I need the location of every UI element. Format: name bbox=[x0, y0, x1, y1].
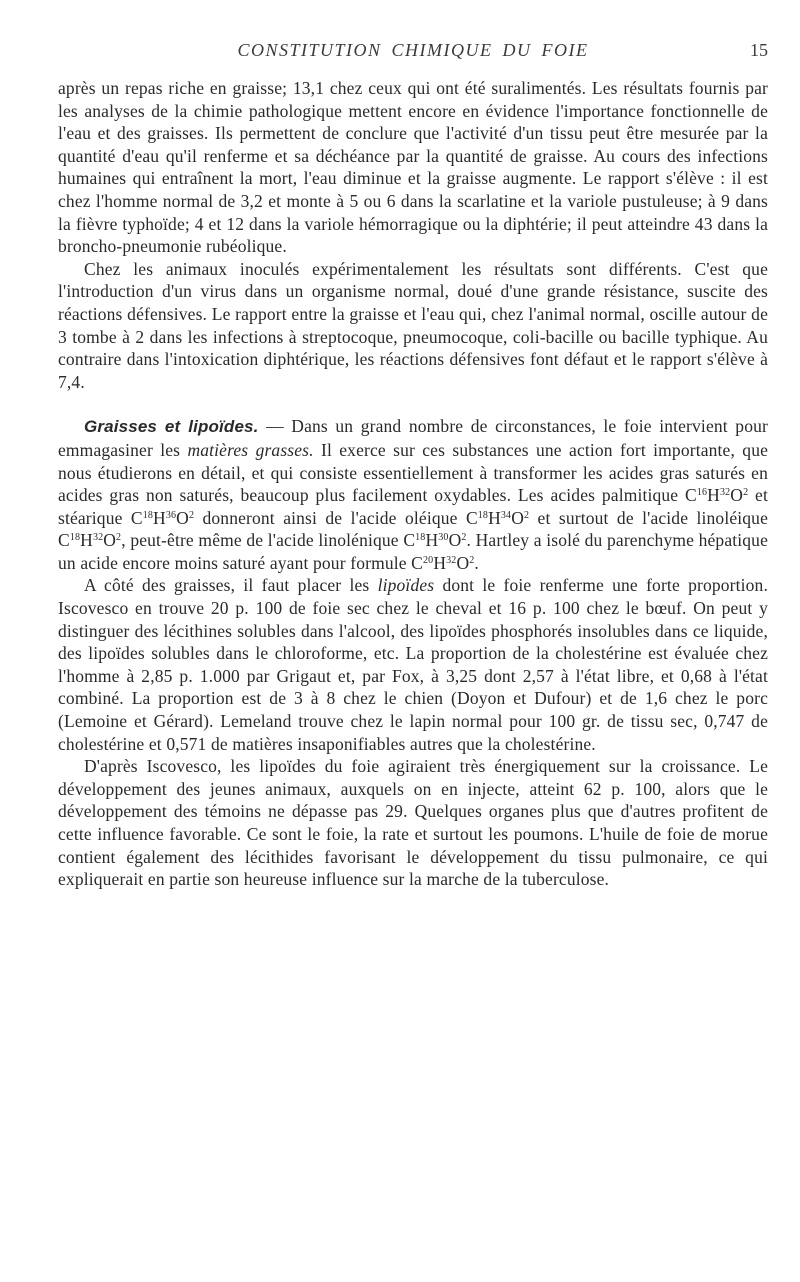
subscript-number: 18 bbox=[142, 509, 154, 521]
text-span: O bbox=[730, 485, 744, 506]
text-span: donneront ainsi de l'acide oléique C bbox=[194, 507, 478, 528]
subscript-number: 2 bbox=[523, 509, 530, 521]
text-span: et stéarique C bbox=[58, 485, 768, 528]
emphasis: matières grasses. bbox=[187, 439, 314, 460]
subscript-number: 32 bbox=[719, 487, 731, 499]
text-span: A côté des graisses, il faut placer les bbox=[84, 575, 378, 596]
paragraph-3 bbox=[58, 415, 768, 574]
paragraph-4 bbox=[58, 574, 768, 755]
text-span: dont le foie renferme une forte proportion. Iscovesco en trouve 20 p. 100 de foie sec chez le cheval et 16 p. 100 chez le bœuf. On peut y distinguer des lécithines solubles dans l'alcool, des lipoïdes phosphorés insolubles dans ce liquide, des lipoïdes solubles dans le chloroforme, etc. La proportion de la cholestérine est évaluée chez l'homme à 2,85 p. 1.000 par Grigaut et, par Fox, à 3,25 dont 2,57 à l'état libre, et 0,68 à l'état combiné. La proportion est de 3 à 8 chez le chien (Doyon et Dufour) et de 1,6 chez le porc (Lemoine et Gérard). Lemeland trouve chez le lapin normal pour 100 gr. de tissu sec, 0,747 de cholestérine et 0,571 de matières insaponifiables autres que la cholestérine. bbox=[58, 575, 768, 754]
text-span: H bbox=[433, 552, 447, 573]
emphasis: lipoïdes bbox=[377, 575, 435, 596]
text-span: H bbox=[488, 507, 501, 528]
text-span: H bbox=[707, 485, 720, 506]
running-header bbox=[58, 40, 768, 70]
subscript-number: 2 bbox=[461, 532, 467, 544]
text-span: O bbox=[456, 552, 470, 573]
body-text bbox=[58, 77, 768, 891]
subscript-number: 32 bbox=[92, 532, 104, 544]
paragraph-1: après un repas riche en graisse; 13,1 chez ceux qui ont été suralimentés. Les résultats fournis par les analyses de la chimie pathologique mettent encore en évidence l'importance fonctionnelle de l'eau et des graisses. Ils permettent de conclure que l'activité d'un tissu peut être mesurée par la quantité d'eau qu'il renferme et sa déchéance par la quantité de graisse. Au cours des infections humaines qui entraînent la mort, l'eau diminue et la graisse augmente. Le rapport s'élève : il est chez l'homme normal de 3,2 et monte à 5 ou 6 dans la scarlatine et la variole pustuleuse; à 9 dans la fièvre typhoïde; 4 et 12 dans la variole hémorragique ou la diphtérie; il peut atteindre 43 dans la broncho-pneumonie rubéolique. bbox=[58, 78, 768, 257]
text-span: Il exerce sur ces substances une action fort importante, que nous étudierons en détail, et qui consiste essentiellement à transformer les acides gras saturés en acides gras non saturés, beaucoup plus facilement oxydables. Les acides palmitique C bbox=[58, 439, 769, 506]
text-span: H bbox=[80, 530, 93, 551]
subscript-number: 34 bbox=[500, 509, 512, 521]
subscript-number: 16 bbox=[696, 487, 708, 499]
text-span: O bbox=[448, 530, 462, 551]
text-span: et surtout de l'acide linoléique C bbox=[58, 507, 768, 551]
text-span: O bbox=[511, 507, 524, 528]
text-span: O bbox=[176, 507, 189, 528]
subscript-number: 18 bbox=[415, 532, 426, 544]
text-span: H bbox=[153, 507, 166, 528]
subscript-number: 2 bbox=[116, 532, 122, 544]
subscript-number: 2 bbox=[469, 554, 475, 566]
paragraph-5: D'après Iscovesco, les lipoïdes du foie agiraient très énergiquement sur la croissance. Le développement des jeunes animaux, auxquels on en injecte, atteint 62 p. 100, alors que le développement des témoins ne dépasse pas 29. Quelques organes plus que d'autres profitent de cette influence favorable. Ce sont le foie, la rate et surtout les poumons. L'huile de foie de morue contient également des lécithides favorisant le développement du tissu pulmonaire, ce qui expliquerait en partie son heureuse influence sur la marche de la tuberculose. bbox=[58, 756, 768, 890]
subscript-number: 18 bbox=[477, 509, 489, 521]
text-span: H bbox=[425, 530, 439, 551]
subscript-number: 2 bbox=[743, 487, 749, 499]
subscript-number: 18 bbox=[69, 532, 81, 544]
text-span: . Hartley a isolé du parenchyme hépatique un acide encore moins saturé ayant pour formule C bbox=[58, 530, 768, 573]
page-number: 15 bbox=[750, 40, 768, 60]
text-span: O bbox=[103, 530, 117, 551]
section-heading: Graisses et lipoïdes. bbox=[84, 417, 259, 437]
paragraph-2: Chez les animaux inoculés expérimentalement les résultats sont différents. C'est que l'introduction d'un virus dans un organisme normal, doué d'une grande résistance, suscite des réactions défensives. Le rapport entre la graisse et l'eau qui, chez l'animal normal, oscille autour de 3 tombe à 2 dans les infections à streptocoque, pneumocoque, coli-bacille ou bacille typhique. Au contraire dans l'intoxication diphtérique, les réactions défensives font défaut et le rapport s'élève à 7,4. bbox=[58, 258, 768, 392]
subscript-number: 32 bbox=[446, 554, 457, 566]
subscript-number: 30 bbox=[438, 532, 449, 544]
subscript-number: 2 bbox=[188, 509, 195, 521]
text-span: , peut-être même de l'acide linolénique C bbox=[121, 530, 416, 551]
subscript-number: 36 bbox=[165, 509, 177, 521]
text-span: — Dans un grand nombre de circonstances, le foie intervient pour emmagasiner les bbox=[58, 416, 768, 460]
subscript-number: 20 bbox=[423, 554, 434, 566]
text-span: . bbox=[474, 552, 479, 573]
running-title: CONSTITUTION CHIMIQUE DU FOIE bbox=[237, 40, 589, 60]
